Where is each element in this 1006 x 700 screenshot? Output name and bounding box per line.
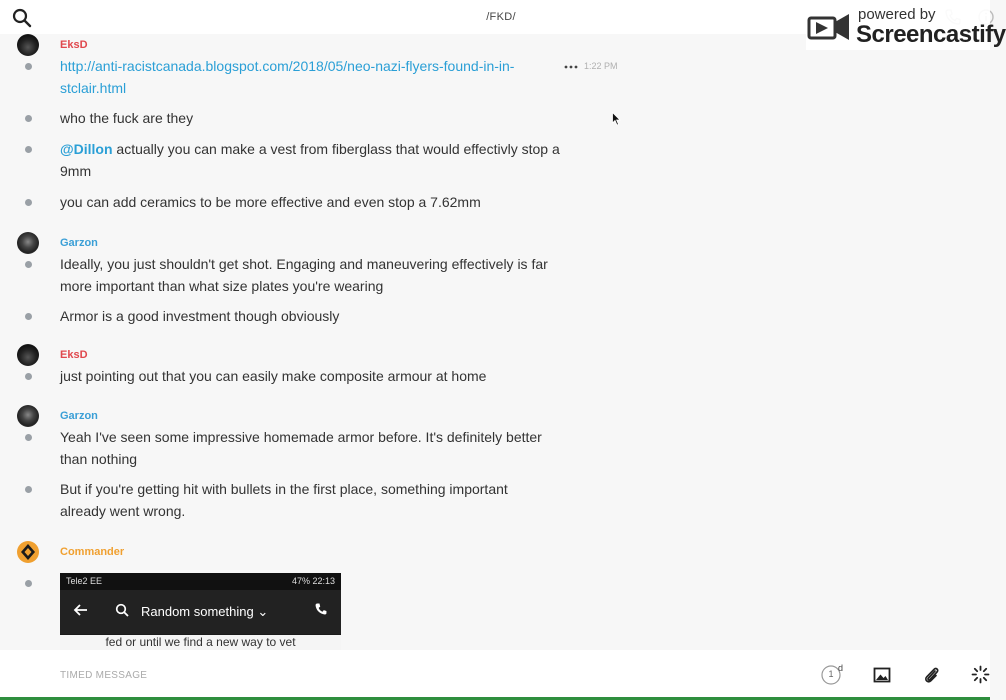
avatar[interactable] (17, 405, 39, 427)
message-bullet (25, 261, 32, 268)
message-bullet (25, 115, 32, 122)
message-text: actually you can make a vest from fiberglass that would effectivly stop a 9mm (60, 141, 560, 179)
list-item (60, 138, 560, 182)
message-bullet (25, 580, 32, 587)
list-item: But if you're getting hit with bullets in the first place, something important already went wrong. (60, 481, 508, 519)
author-name[interactable]: Garzon (60, 237, 98, 249)
attachment-status-right: 47% 22:13 (291, 576, 335, 586)
list-item: you can add ceramics to be more effective and even stop a 7.62mm (60, 194, 481, 210)
avatar[interactable] (17, 34, 39, 56)
attachment-carrier: Tele2 EE (66, 576, 103, 586)
message-composer (0, 650, 990, 700)
message-bullet (25, 486, 32, 493)
watermark-brand: Screencastify (856, 21, 1006, 48)
avatar[interactable] (17, 344, 39, 366)
list-item (60, 55, 555, 99)
author-name[interactable]: EksD (60, 349, 88, 361)
loading-spinner-icon[interactable] (971, 665, 990, 684)
message-input[interactable] (60, 666, 760, 684)
message-bullet (25, 373, 32, 380)
message-bullet (25, 146, 32, 153)
message-bullet (25, 434, 32, 441)
image-icon[interactable] (873, 666, 891, 684)
mouse-cursor-icon (612, 112, 621, 126)
author-name[interactable]: Commander (60, 546, 125, 558)
message-list (0, 34, 990, 650)
timer-count: 1 (828, 669, 834, 679)
list-item: Armor is a good investment though obviously (60, 308, 340, 324)
list-item: who the fuck are they (60, 110, 194, 126)
message-bullet (25, 63, 32, 70)
watermark-powered-by: powered by (858, 6, 936, 23)
avatar[interactable] (17, 232, 39, 254)
phone-icon (314, 602, 328, 616)
message-link[interactable]: http://anti-racistcanada.blogspot.com/2018/05/neo-nazi-flyers-found-in-in-stclair.html (60, 58, 515, 96)
timer-unit: d (838, 663, 844, 673)
timer-button[interactable] (820, 663, 846, 689)
list-item: Ideally, you just shouldn't get shot. Engaging and maneuvering effectively is far more important than what size plates you're wearing (60, 256, 548, 294)
attachment-status-bar (60, 573, 341, 590)
back-arrow-icon (74, 603, 88, 617)
user-mention[interactable]: @Dillon (60, 141, 113, 157)
author-name[interactable]: EksD (60, 39, 88, 51)
search-icon (115, 603, 129, 617)
commander-logo-icon (17, 541, 39, 563)
attachment-app-bar (60, 590, 341, 634)
message-timestamp: 1:22 PM (584, 61, 618, 71)
list-item: just pointing out that you can easily make composite armour at home (60, 368, 487, 384)
attachment-title: Random something ⌄ (141, 604, 269, 619)
message-bullet (25, 313, 32, 320)
author-name[interactable]: Garzon (60, 410, 98, 422)
channel-title: /FKD/ (486, 11, 516, 23)
more-options-icon[interactable] (564, 64, 578, 70)
paperclip-icon[interactable] (922, 665, 940, 685)
avatar[interactable] (17, 541, 39, 563)
list-item: Yeah I've seen some impressive homemade armor before. It's definitely better than nothing (60, 429, 542, 467)
image-attachment[interactable] (60, 573, 341, 650)
message-bullet (25, 199, 32, 206)
attachment-caption: fed or until we find a new way to vet (60, 635, 341, 650)
